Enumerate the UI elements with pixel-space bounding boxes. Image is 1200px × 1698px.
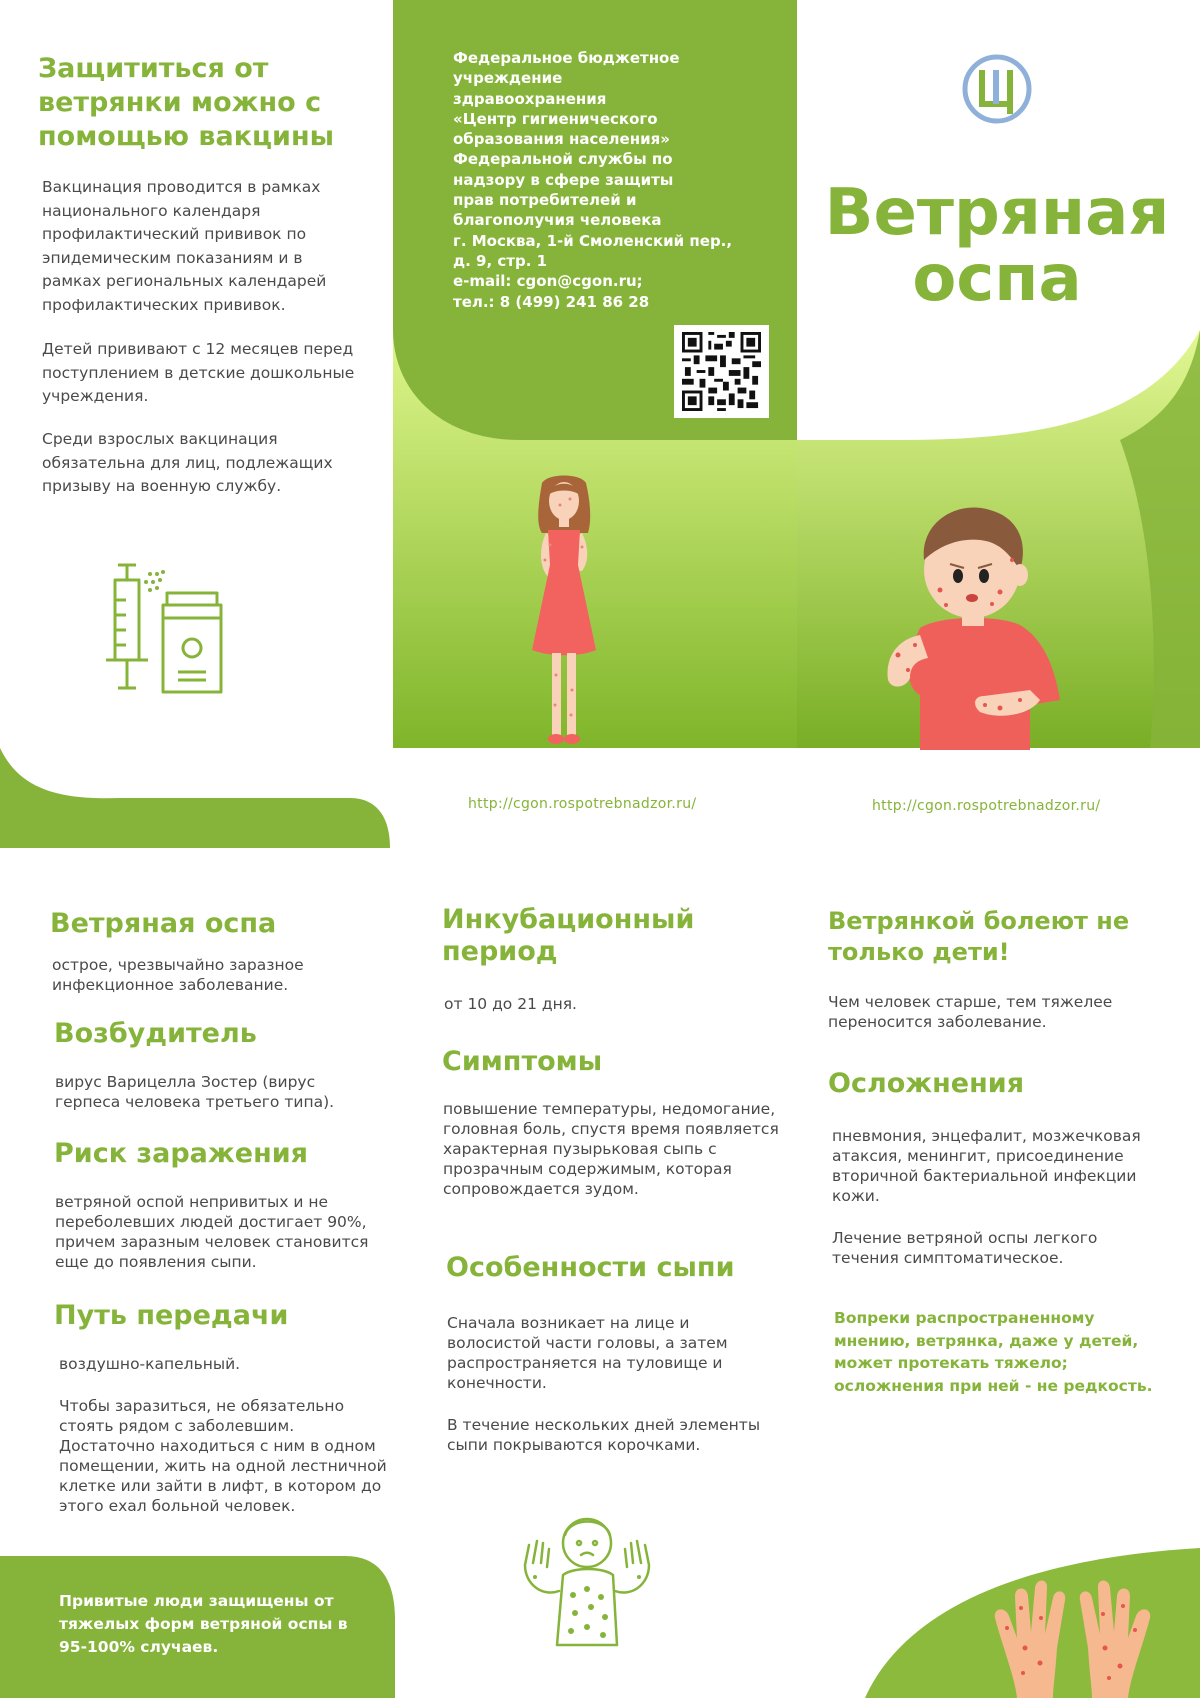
cover-title-line-2: оспа <box>912 242 1082 316</box>
cover-title <box>812 176 1182 316</box>
organization-contacts <box>453 48 783 312</box>
section-title-complications: Осложнения <box>828 1068 1025 1099</box>
section-text-treatment: Лечение ветряной оспы легкого течения симптоматическое. <box>832 1229 1098 1267</box>
vaccine-paragraph-3: Среди взрослых вакцинация обязательна для лиц, подлежащих призыву на военную службу. <box>42 430 333 495</box>
section-text-transmission: воздушно-капельный. <box>59 1355 241 1373</box>
qr-code[interactable] <box>674 325 769 418</box>
org-line: Федеральное бюджетное <box>453 49 680 67</box>
cgon-logo-icon <box>960 52 1034 126</box>
vaccine-protection-callout: Привитые люди защищены от тяжелых форм ветряной оспы в 95-100% случаев. <box>59 1592 348 1656</box>
syringe-and-vial-icon <box>100 560 240 700</box>
vaccine-paragraph-2: Детей прививают с 12 месяцев перед поступлением в детские дошкольные учреждения. <box>42 340 355 405</box>
org-phone: тел.: 8 (499) 241 86 28 <box>453 292 650 311</box>
section-title-symptoms: Симптомы <box>442 1046 603 1077</box>
section-text-age-severity: Чем человек старше, тем тяжелее переносится заболевание. <box>828 993 1113 1031</box>
org-line: здравоохранения <box>453 89 607 108</box>
section-title-incubation: Инкубационный период <box>442 904 695 967</box>
sick-child-outline-icon <box>515 1505 660 1650</box>
section-title-not-only-children: Ветрянкой болеют не только дети! <box>828 907 1130 966</box>
section-title-transmission: Путь передачи <box>54 1300 289 1331</box>
section-text-rash-spread: Сначала возникает на лице и волосистой части головы, а затем распространяется на туловище и конечности. <box>447 1314 728 1392</box>
org-line: учреждение <box>453 69 563 88</box>
org-line: благополучия человека <box>453 211 662 230</box>
org-email[interactable]: e-mail: cgon@cgon.ru; <box>453 272 643 291</box>
section-text-chickenpox: острое, чрезвычайно заразное инфекционное заболевание. <box>52 956 304 994</box>
org-line: прав потребителей и <box>453 191 637 210</box>
org-line: надзору в сфере защиты <box>453 170 674 189</box>
section-text-rash-crusting: В течение нескольких дней элементы сыпи покрываются корочками. <box>447 1416 761 1454</box>
org-address: г. Москва, 1-й Смоленский пер., <box>453 231 733 250</box>
org-line: Федеральной службы по <box>453 150 673 169</box>
section-text-transmission-details: Чтобы заразиться, не обязательно стоять рядом с заболевшим. Достаточно находиться с ним в одном помещении, жить на одной лестничной клетке или зайти в лифт, в котором до этого ехал больной человек. <box>59 1397 387 1515</box>
section-title-chickenpox: Ветряная оспа <box>50 908 277 939</box>
vaccine-paragraph-1: Вакцинация проводится в рамках национального календаря профилактический прививок по эпидемическим показаниям и в рамках региональных календарей профилактических прививок. <box>42 178 327 314</box>
org-address: д. 9, стр. 1 <box>453 251 548 270</box>
spotted-hands-illustration <box>985 1578 1160 1698</box>
section-title-pathogen: Возбудитель <box>54 1018 257 1049</box>
cover-title-line-1: Ветряная <box>824 176 1170 250</box>
section-text-incubation: от 10 до 21 дня. <box>444 995 577 1013</box>
qr-code-pattern <box>681 332 762 411</box>
girl-illustration <box>520 475 610 750</box>
section-title-rash-features: Особенности сыпи <box>446 1252 735 1283</box>
org-line: образования населения» <box>453 130 670 149</box>
section-text-complications: пневмония, энцефалит, мозжечковая атаксия, менингит, присоединение вторичной бактериальной инфекции кожи. <box>832 1127 1141 1205</box>
sick-boy-illustration <box>880 500 1070 750</box>
section-title-infection-risk: Риск заражения <box>54 1138 308 1169</box>
section-text-symptoms: повышение температуры, недомогание, головная боль, спустя время появляется характерная пузырьковая сыпь с прозрачным содержимым, которая сопровождается зудом. <box>443 1100 779 1198</box>
severity-warning-callout: Вопреки распространенному мнению, ветрянка, даже у детей, может протекать тяжело; осложнения при ней - не редкость. <box>834 1309 1153 1395</box>
website-link[interactable]: http://cgon.rospotrebnadzor.ru/ <box>872 798 1101 814</box>
website-link[interactable]: http://cgon.rospotrebnadzor.ru/ <box>468 796 697 812</box>
section-text-infection-risk: ветряной оспой непривитых и не переболевших людей достигает 90%, причем заразным человек становится еще до появления сыпи. <box>55 1193 369 1271</box>
section-text-pathogen: вирус Варицелла Зостер (вирус герпеса человека третьего типа). <box>55 1073 335 1111</box>
vaccine-section-title: Защититься от ветрянки можно с помощью вакцины <box>38 53 335 152</box>
org-line: «Центр гигиенического <box>453 109 658 128</box>
